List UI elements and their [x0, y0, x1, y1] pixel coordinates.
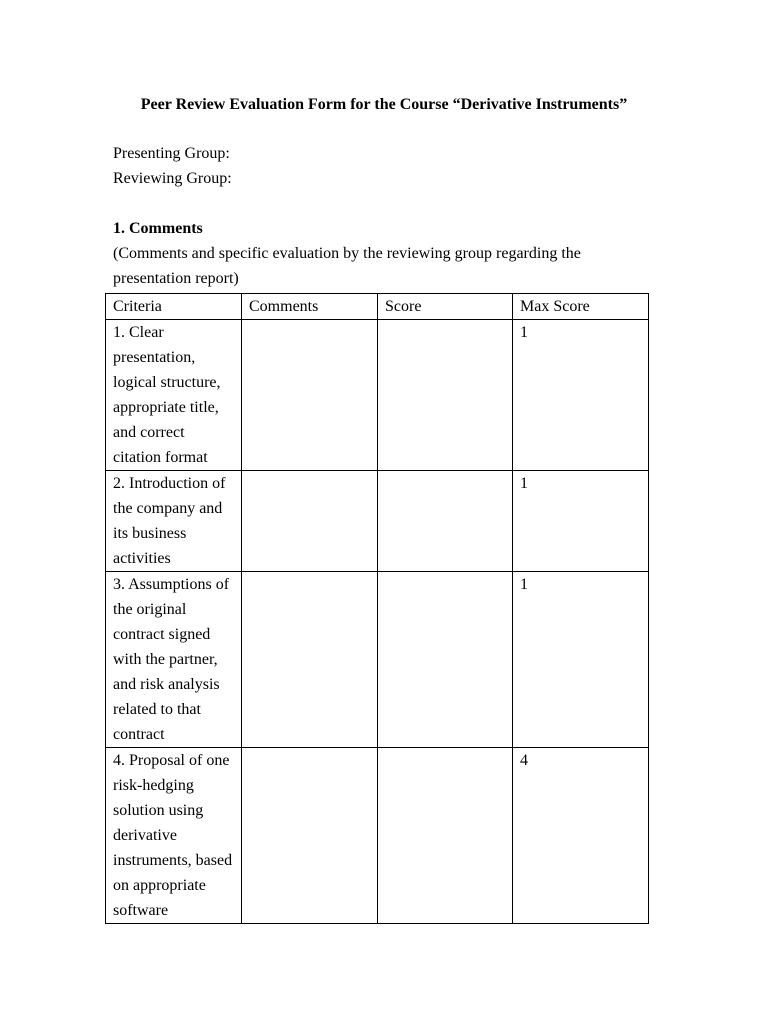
- evaluation-table: [105, 293, 649, 924]
- table-row: [106, 320, 649, 471]
- criteria-cell: 1. Clear presentation, logical structure, appropriate title, and correct citation format: [106, 320, 242, 471]
- header-score: Score: [378, 294, 513, 320]
- comments-cell[interactable]: [242, 320, 378, 471]
- max-score-cell: 1: [513, 572, 649, 748]
- score-cell[interactable]: [378, 572, 513, 748]
- reviewing-group-label: Reviewing Group:: [113, 170, 232, 187]
- score-cell[interactable]: [378, 320, 513, 471]
- max-score-cell: 4: [513, 748, 649, 924]
- table-header-row: [106, 294, 649, 320]
- criteria-cell: 2. Introduction of the company and its business activities: [106, 471, 242, 572]
- form-title: Peer Review Evaluation Form for the Course “Derivative Instruments”: [140, 96, 628, 113]
- table-row: [106, 748, 649, 924]
- comments-cell[interactable]: [242, 471, 378, 572]
- table-row: [106, 471, 649, 572]
- header-criteria: Criteria: [106, 294, 242, 320]
- max-score-cell: 1: [513, 471, 649, 572]
- score-cell[interactable]: [378, 471, 513, 572]
- section-heading-comments: 1. Comments: [113, 220, 203, 237]
- presenting-group-label: Presenting Group:: [113, 145, 230, 162]
- max-score-cell: 1: [513, 320, 649, 471]
- table-row: [106, 572, 649, 748]
- section-description-line-2: presentation report): [113, 270, 239, 287]
- comments-cell[interactable]: [242, 748, 378, 924]
- header-max-score: Max Score: [513, 294, 649, 320]
- criteria-cell: 4. Proposal of one risk-hedging solution using derivative instruments, based on appropriate software: [106, 748, 242, 924]
- criteria-cell: 3. Assumptions of the original contract signed with the partner, and risk analysis related to that contract: [106, 572, 242, 748]
- score-cell[interactable]: [378, 748, 513, 924]
- section-description-line-1: (Comments and specific evaluation by the reviewing group regarding the: [113, 245, 581, 262]
- header-comments: Comments: [242, 294, 378, 320]
- comments-cell[interactable]: [242, 572, 378, 748]
